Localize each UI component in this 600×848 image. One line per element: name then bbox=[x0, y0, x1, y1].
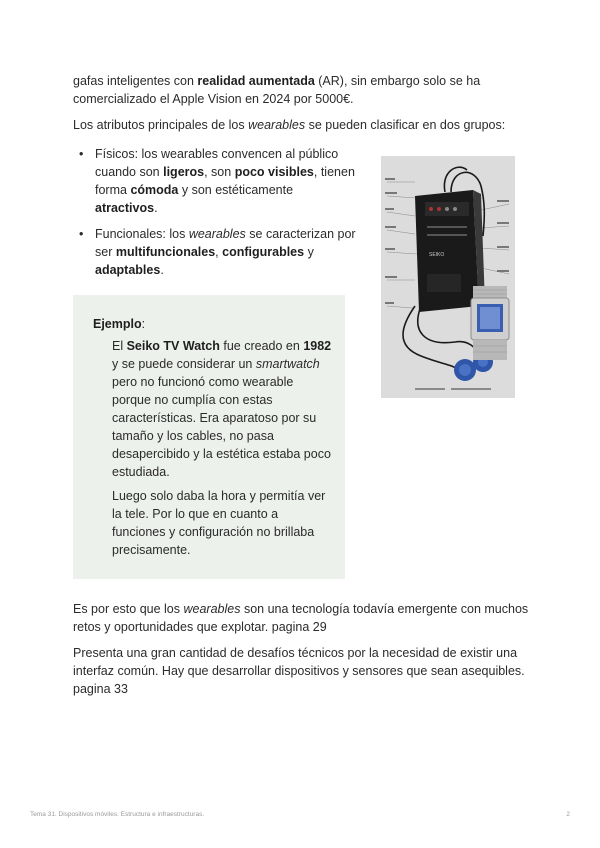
bullet-marker: • bbox=[79, 227, 84, 241]
example-box bbox=[73, 295, 345, 579]
footer-title: Tema 31. Dispositivos móviles. Estructura e infraestructuras. bbox=[30, 811, 205, 818]
page-number: 2 bbox=[566, 811, 570, 818]
seiko-tv-watch-photo bbox=[381, 156, 515, 398]
challenges-paragraph: Presenta una gran cantidad de desafíos técnicos por la necesidad de existir una interfaz común. Hay que desarrollar dispositivos y sensores que sean asequibles. pagina 33 bbox=[73, 646, 525, 696]
example-title: Ejemplo: bbox=[93, 317, 146, 331]
list-item-fisicos: • Físicos: los wearables convencen al público cuando son ligeros, son poco visibles, tienen forma cómoda y son estéticamente atractivos. bbox=[79, 147, 355, 215]
example-paragraph-1: El Seiko TV Watch fue creado en 1982 y se puede considerar un smartwatch pero no funcionó como wearable porque no cumplía con estas características. Era aparatoso por su tamaño y los cables, no pasa desapercibido y la estética estaba poco estudiada. bbox=[112, 339, 332, 479]
intro-paragraph: gafas inteligentes con realidad aumentada (AR), sin embargo solo se ha comercializado el Apple Vision en 2024 por 5000€. bbox=[73, 74, 481, 106]
example-body bbox=[112, 337, 332, 565]
attributes-list bbox=[73, 145, 358, 287]
device-brand-label: SEIKO bbox=[429, 252, 445, 258]
example-paragraph-2: Luego solo daba la hora y permitía ver la tele. Por lo que en cuanto a funciones y configuración no brillaba precisamente. bbox=[112, 489, 326, 557]
bullet-marker: • bbox=[79, 147, 84, 161]
groups-paragraph: Los atributos principales de los wearables se pueden clasificar en dos grupos: bbox=[73, 118, 506, 132]
page-footer bbox=[30, 811, 570, 819]
emerging-paragraph: Es por esto que los wearables son una tecnología todavía emergente con muchos retos y oportunidades que explotar. pagina 29 bbox=[73, 602, 529, 634]
list-item-funcionales: • Funcionales: los wearables se caracterizan por ser multifuncionales, configurables y adaptables. bbox=[79, 227, 356, 277]
